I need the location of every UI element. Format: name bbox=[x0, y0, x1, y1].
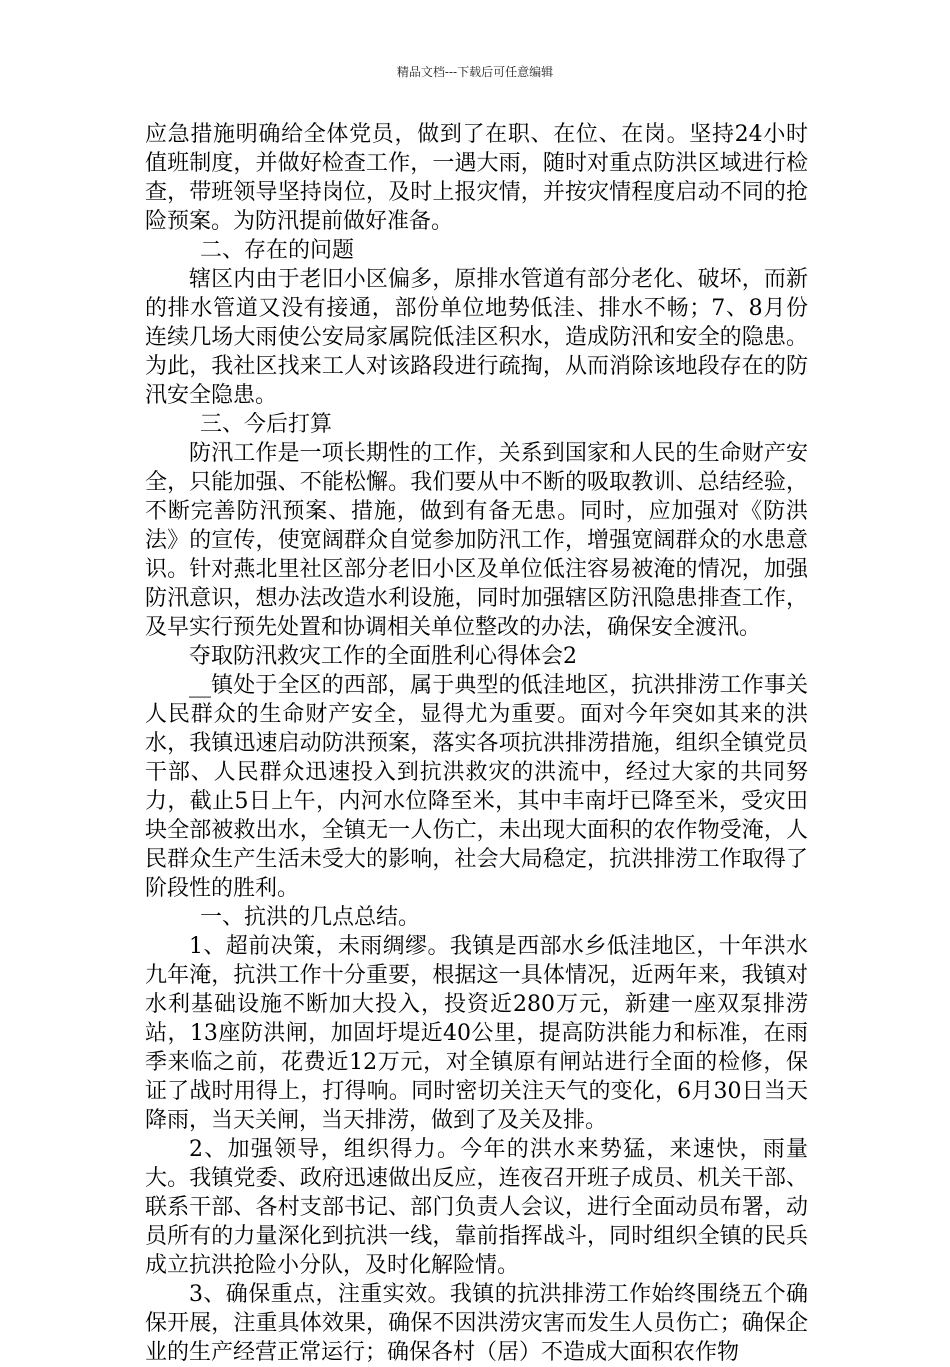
page-header: 精品文档---下载后可任意编辑 bbox=[396, 65, 554, 79]
article-title: 夺取防汛救灾工作的全面胜利心得体会2 bbox=[189, 644, 577, 669]
paragraph-emergency-measures: 应急措施明确给全体党员，做到了在职、在位、在岗。坚持24小时值班制度，并做好检查工作，一遇大雨，随时对重点防洪区域进行检查，带班领导坚持岗位，及时上报灾情，并按灾情程度启动不同的抢险预案。为防汛提前做好准备。 bbox=[145, 122, 808, 234]
paragraph-future-plans: 防汛工作是一项长期性的工作，关系到国家和人民的生命财产安全，只能加强、不能松懈。我们要从中不断的吸取教训、总结经验，不断完善防汛预案、措施，做到有备无患。同时，应加强对《防洪法》的宣传，使宽阔群众自觉参加防汛工作，增强宽阔群众的水患意识。针对燕北里社区部分老旧小区及单位低注容易被淹的情况，加强防汛意识，想办法改造水利设施，同时加强辖区防汛隐患排查工作，及早实行预先处置和协调相关单位整改的办法，确保安全渡汛。 bbox=[145, 441, 808, 640]
paragraph-point-3: 3、确保重点，注重实效。我镇的抗洪排涝工作始终围绕五个确保开展，注重具体效果，确保不因洪涝灾害而发生人员伤亡；确保企业的生产经营正常运行；确保各村（居）不造成大面积农作物 bbox=[145, 1282, 808, 1365]
paragraph-point-2: 2、加强领导，组织得力。今年的洪水来势猛，来速快，雨量大。我镇党委、政府迅速做出反应，连夜召开班子成员、机关干部、联系干部、各村支部书记、部门负责人会议，进行全面动员布署，动员所有的力量深化到抗洪一线，靠前指挥战斗，同时组织全镇的民兵成立抗洪抢险小分队，及时化解险情。 bbox=[145, 1137, 808, 1278]
paragraph-problems: 辖区内由于老旧小区偏多，原排水管道有部分老化、破坏，而新的排水管道又没有接通，部份单位地势低洼、排水不畅；7、8月份连续几场大雨使公安局家属院低洼区积水，造成防汛和安全的隐患。为此，我社区找来工人对该路段进行疏掏，从而消除该地段存在的防汛安全隐患。 bbox=[145, 267, 808, 408]
section-heading-summary: 一、抗洪的几点总结。 bbox=[200, 905, 421, 930]
document-body bbox=[145, 120, 808, 1367]
section-heading-future-plans: 三、今后打算 bbox=[200, 412, 333, 437]
section-heading-problems: 二、存在的问题 bbox=[200, 238, 355, 263]
paragraph-town-overview: __镇处于全区的西部，属于典型的低洼地区，抗洪排涝工作事关人民群众的生命财产安全，显得尤为重要。面对今年突如其来的洪水，我镇迅速启动防洪预案，落实各项抗洪排涝措施，组织全镇党员干部、人民群众迅速投入到抗洪救灾的洪流中，经过大家的共同努力，截止5日上午，内河水位降至米，其中丰南圩已降至米，受灾田块全部被救出水，全镇无一人伤亡，未出现大面积的农作物受淹，人民群众生产生活未受大的影响，社会大局稳定，抗洪排涝工作取得了阶段性的胜利。 bbox=[145, 673, 808, 901]
paragraph-point-1: 1、超前决策，未雨绸缪。我镇是西部水乡低洼地区，十年洪水九年淹，抗洪工作十分重要，根据这一具体情况，近两年来，我镇对水利基础设施不断加大投入，投资近280万元，新建一座双泵排涝站，13座防洪闸，加固圩堤近40公里，提高防洪能力和标准，在雨季来临之前，花费近12万元，对全镇原有闸站进行全面的检修，保证了战时用得上，打得响。同时密切关注天气的变化，6月30日当天降雨，当天关闸，当天排涝，做到了及关及排。 bbox=[145, 934, 808, 1133]
